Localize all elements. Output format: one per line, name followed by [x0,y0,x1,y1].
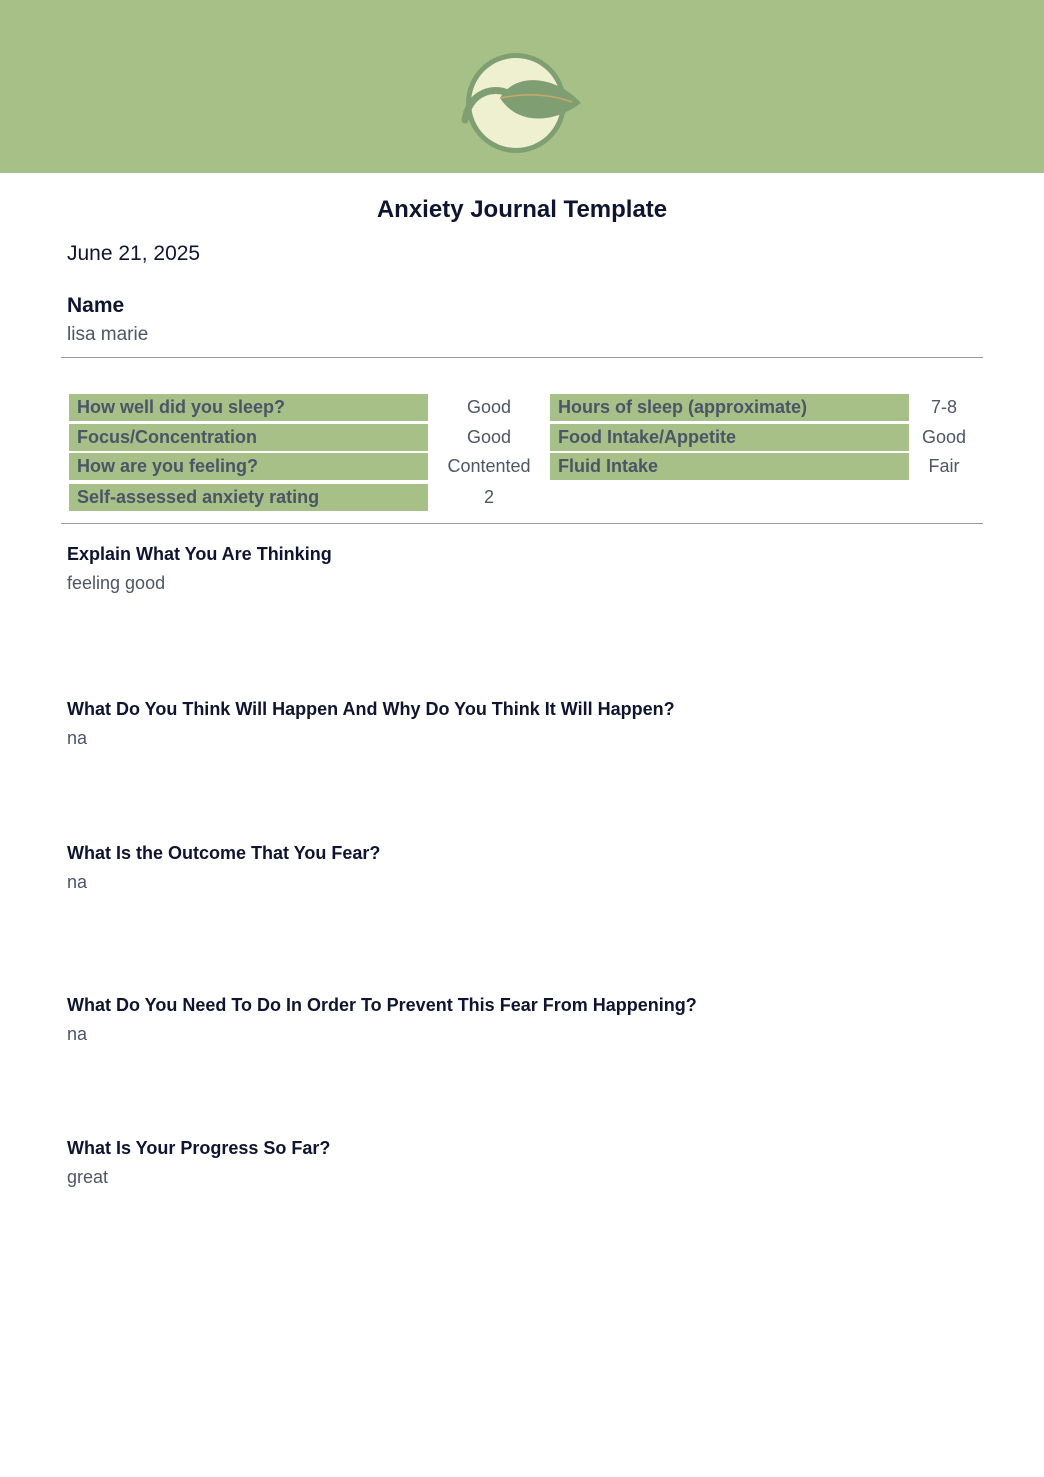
question-answer: na [67,1024,88,1044]
question-label: What Do You Need To Do In Order To Prevent This Fear From Happening? [67,995,697,1015]
metric-value-fluid-intake: Fair [928,456,960,476]
question-answer: na [67,728,88,748]
metric-label-focus: Focus/Concentration [69,424,428,451]
metric-value-focus: Good [466,427,512,447]
metric-value-anxiety-rating: 2 [483,487,494,507]
name-value: lisa marie [67,324,149,345]
document-date: June 21, 2025 [67,242,201,265]
question-answer: na [67,872,88,892]
metric-label-anxiety-rating: Self-assessed anxiety rating [69,484,428,511]
metric-value-sleep-quality: Good [466,397,512,417]
question-label: What Is Your Progress So Far? [67,1138,331,1158]
metric-label-fluid-intake: Fluid Intake [550,453,909,480]
metric-value-food-intake: Good [921,427,967,447]
question-answer: great [67,1167,109,1187]
question-label: What Is the Outcome That You Fear? [67,843,381,863]
page-title: Anxiety Journal Template [376,196,668,223]
metric-label-food-intake: Food Intake/Appetite [550,424,909,451]
metric-value-feeling: Contented [447,456,531,476]
metric-label-feeling: How are you feeling? [69,453,428,480]
name-label: Name [67,294,125,317]
question-label: What Do You Think Will Happen And Why Do You Think It Will Happen? [67,699,675,719]
divider-top [61,357,983,358]
question-label: Explain What You Are Thinking [67,544,332,564]
divider-bottom [61,523,983,524]
leaf-circle-icon [460,50,585,160]
question-answer: feeling good [67,573,166,593]
metric-value-sleep-hours: 7-8 [930,397,957,417]
metric-label-sleep-hours: Hours of sleep (approximate) [550,394,909,421]
metric-label-sleep-quality: How well did you sleep? [69,394,428,421]
